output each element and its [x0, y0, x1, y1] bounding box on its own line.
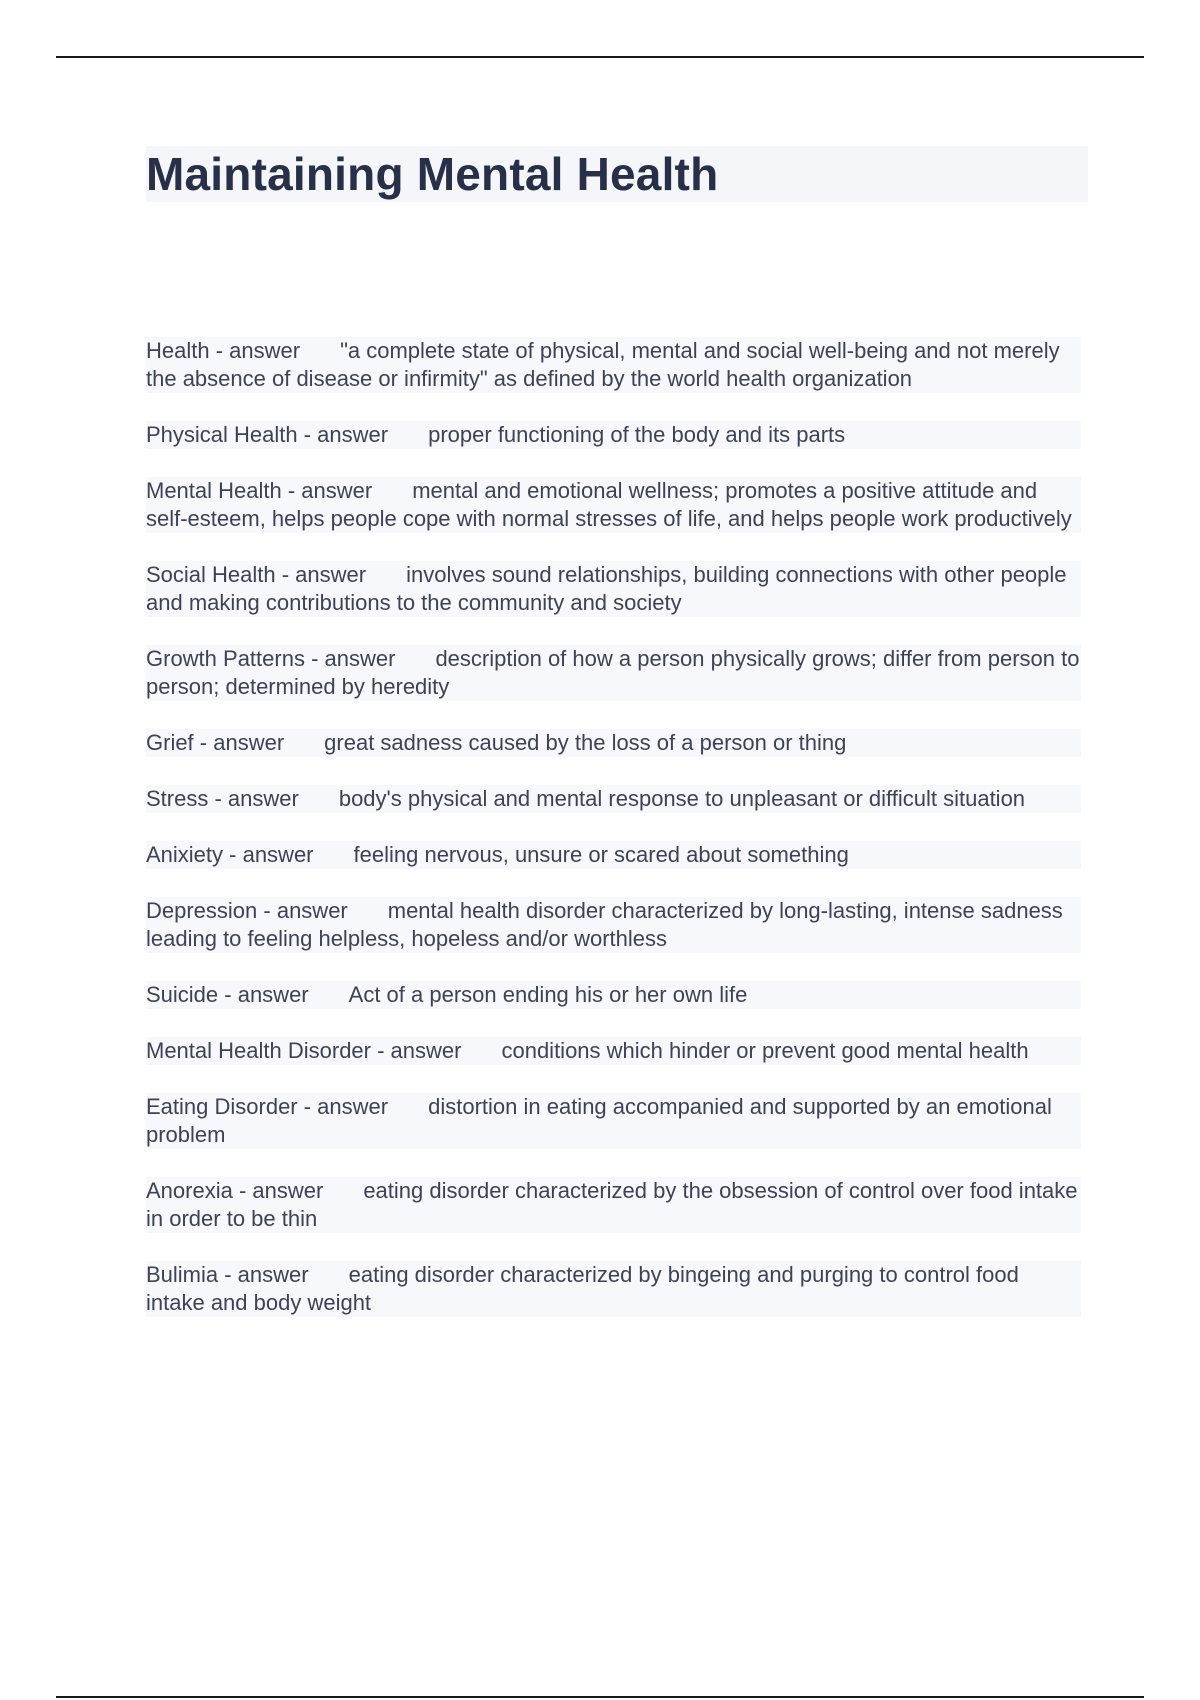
flashcard	[146, 421, 1081, 449]
flashcard	[146, 477, 1081, 533]
card-definition: eating disorder characterized by bingeing and purging to control food intake and body weight	[146, 1262, 1019, 1315]
card-term: Anorexia - answer	[146, 1178, 324, 1203]
card-definition: description of how a person physically grows; differ from person to person; determined by heredity	[146, 646, 1080, 699]
card-definition: feeling nervous, unsure or scared about something	[353, 842, 849, 867]
top-rule	[56, 56, 1144, 58]
card-term: Health - answer	[146, 338, 301, 363]
card-term: Suicide - answer	[146, 982, 309, 1007]
card-definition: body's physical and mental response to unpleasant or difficult situation	[338, 786, 1026, 811]
card-term: Bulimia - answer	[146, 1262, 309, 1287]
flashcard	[146, 1093, 1081, 1149]
card-definition: mental and emotional wellness; promotes a positive attitude and self-esteem, helps people cope with normal stresses of life, and helps people work productively	[146, 478, 1072, 531]
flashcard	[146, 897, 1081, 953]
card-term: Depression - answer	[146, 898, 348, 923]
card-term: Mental Health - answer	[146, 478, 373, 503]
card-definition: mental health disorder characterized by long-lasting, intense sadness leading to feeling helpless, hopeless and/or worthless	[146, 898, 1063, 951]
flashcard	[146, 1037, 1081, 1065]
card-definition: conditions which hinder or prevent good mental health	[501, 1038, 1029, 1063]
flashcard	[146, 841, 1081, 869]
flashcard	[146, 337, 1081, 393]
flashcard	[146, 1261, 1081, 1317]
card-term: Eating Disorder - answer	[146, 1094, 389, 1119]
card-definition: great sadness caused by the loss of a person or thing	[324, 730, 847, 755]
flashcard	[146, 981, 1081, 1009]
card-definition: distortion in eating accompanied and supported by an emotional problem	[146, 1094, 1052, 1147]
card-definition: involves sound relationships, building connections with other people and making contributions to the community and society	[146, 562, 1067, 615]
flashcard	[146, 561, 1081, 617]
flashcard	[146, 785, 1081, 813]
flashcard-list	[146, 337, 1081, 1345]
card-term: Stress - answer	[146, 786, 299, 811]
flashcard	[146, 1177, 1081, 1233]
flashcard	[146, 645, 1081, 701]
card-definition: eating disorder characterized by the obsession of control over food intake in order to be thin	[146, 1178, 1078, 1231]
card-term: Growth Patterns - answer	[146, 646, 396, 671]
card-term: Grief - answer	[146, 730, 285, 755]
card-definition: Act of a person ending his or her own life	[348, 982, 748, 1007]
flashcard	[146, 729, 1081, 757]
card-term: Physical Health - answer	[146, 422, 389, 447]
page-title: Maintaining Mental Health	[146, 148, 719, 200]
card-term: Social Health - answer	[146, 562, 367, 587]
card-definition: proper functioning of the body and its parts	[428, 422, 846, 447]
card-term: Mental Health Disorder - answer	[146, 1038, 462, 1063]
card-term: Anixiety - answer	[146, 842, 314, 867]
bottom-rule	[56, 1696, 1144, 1698]
card-definition: "a complete state of physical, mental and social well-being and not merely the absence of disease or infirmity" as defined by the world health organization	[146, 338, 1060, 391]
